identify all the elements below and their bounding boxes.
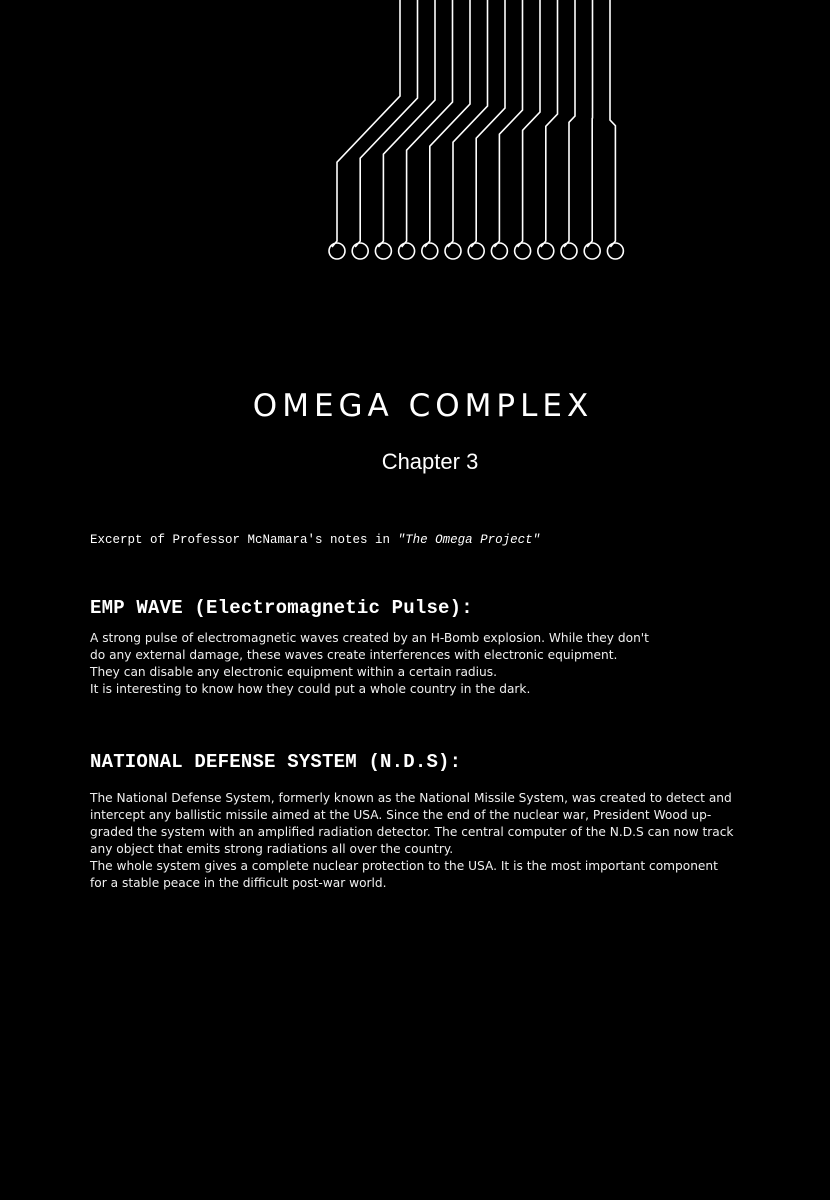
paragraph-line: They can disable any electronic equipment within a certain radius. (90, 665, 497, 679)
circuit-node-icon (491, 243, 507, 259)
circuit-trace-line (402, 0, 453, 247)
circuit-trace-line (541, 0, 558, 247)
circuit-node-icon (561, 243, 577, 259)
paragraph-line: It is interesting to know how they could put a whole country in the dark. (90, 682, 531, 696)
circuit-trace-line (448, 0, 488, 247)
nds-heading: NATIONAL DEFENSE SYSTEM (N.D.S): (90, 751, 462, 773)
circuit-node-icon (607, 243, 623, 259)
circuit-trace-line (355, 0, 417, 247)
emp-wave-body (90, 630, 780, 698)
excerpt-caption (90, 533, 540, 547)
excerpt-book-title: "The Omega Project" (397, 533, 541, 547)
circuit-trace-line (587, 0, 592, 247)
circuit-trace-line (332, 0, 400, 247)
excerpt-prefix: Excerpt of Professor McNamara's notes in (90, 533, 398, 547)
circuit-trace-line (564, 0, 575, 247)
circuit-node-icon (375, 243, 391, 259)
circuit-trace-line (494, 0, 522, 247)
paragraph-line: for a stable peace in the difficult post-war world. (90, 876, 387, 890)
paragraph-line: graded the system with an amplified radiation detector. The central computer of the N.D.S can now track (90, 825, 734, 839)
circuit-node-icon (468, 243, 484, 259)
circuit-trace-line (610, 0, 615, 247)
circuit-node-icon (352, 243, 368, 259)
page-title: OMEGA COMPLEX (252, 388, 594, 424)
paragraph-line: A strong pulse of electromagnetic waves created by an H-Bomb explosion. While they don't (90, 631, 649, 645)
nds-body (90, 790, 780, 892)
circuit-node-icon (538, 243, 554, 259)
paragraph-line: intercept any ballistic missile aimed at the USA. Since the end of the nuclear war, President Wood up- (90, 808, 712, 822)
paragraph-line: do any external damage, these waves create interferences with electronic equipment. (90, 648, 618, 662)
circuit-trace-graphic (0, 0, 830, 280)
circuit-node-icon (445, 243, 461, 259)
circuit-node-icon (515, 243, 531, 259)
paragraph-line: any object that emits strong radiations all over the country. (90, 842, 454, 856)
chapter-label: Chapter 3 (381, 449, 479, 474)
circuit-node-icon (422, 243, 438, 259)
paragraph-line: The National Defense System, formerly known as the National Missile System, was created to detect and (90, 791, 732, 805)
circuit-trace-line (518, 0, 540, 247)
circuit-node-icon (584, 243, 600, 259)
emp-wave-heading: EMP WAVE (Electromagnetic Pulse): (90, 597, 473, 619)
circuit-node-icon (329, 243, 345, 259)
paragraph-line: The whole system gives a complete nuclear protection to the USA. It is the most important component (90, 859, 718, 873)
circuit-node-icon (399, 243, 415, 259)
